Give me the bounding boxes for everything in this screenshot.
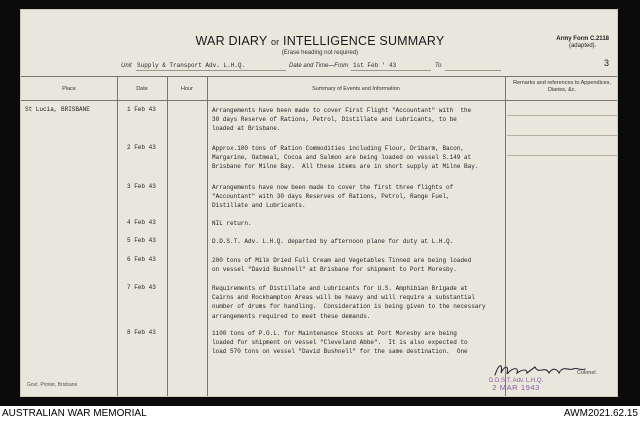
summary-line: Requirements of Distillate and Lubricants for U.S. Amphibian Brigade at xyxy=(212,285,468,292)
entry-summary xyxy=(212,144,502,172)
from-value: 1st Feb ' 43 xyxy=(353,62,397,69)
datetime-label: Date and Time—From xyxy=(289,63,349,69)
form-adapted: (adapted). xyxy=(568,43,597,49)
entry-place: St Lucia, BRISBANE xyxy=(25,106,90,113)
summary-line: Brisbane for Milne Bay. All these items are in short supply at Milne Bay. xyxy=(212,163,479,171)
entry-summary xyxy=(212,284,502,321)
entry-date: 7 Feb 43 xyxy=(127,284,156,291)
summary-line: Distillate and Lubricants. xyxy=(212,202,306,210)
entry-date: 4 Feb 43 xyxy=(127,219,156,226)
page-number: 3 xyxy=(604,58,610,68)
unit-value: Supply & Transport Adv. L.H.Q. xyxy=(137,62,246,69)
summary-line: Cairns and Rockhampton Areas will be heavy and will require a substantial xyxy=(212,294,475,302)
entry-summary xyxy=(212,329,502,357)
stamp-office: D.D.S.T. Adv. L.H.Q. xyxy=(489,378,544,384)
summary-line: 1100 tons of P.O.L. for Maintenance Stocks at Port Moresby are being xyxy=(212,330,457,337)
entry-summary xyxy=(212,237,502,246)
form-reference xyxy=(556,36,609,50)
summary-line: NIL return. xyxy=(212,220,252,227)
title-intelligence-summary: INTELLIGENCE SUMMARY xyxy=(283,34,445,48)
received-stamp xyxy=(489,378,543,391)
summary-line: arrangements required to meet these demands. xyxy=(212,312,371,320)
summary-line: 30 days Reserve of Rations, Petrol, Distillate and Lubricants, to be xyxy=(212,116,457,124)
column-header-place: Place xyxy=(62,86,76,92)
entry-date: 3 Feb 43 xyxy=(127,183,156,190)
printer-imprint: Govt. Printer, Brisbane xyxy=(27,382,78,388)
column-header-hour: Hour xyxy=(181,86,193,92)
title-or: or xyxy=(270,37,280,47)
footer-accession-number: AWM2021.62.15 xyxy=(563,408,638,419)
document-title xyxy=(21,34,618,48)
summary-line: Arrangements have now been made to cover the first three flights of xyxy=(212,184,454,191)
entry-date: 8 Feb 43 xyxy=(127,329,156,336)
entry-date: 6 Feb 43 xyxy=(127,256,156,263)
unit-label: Unit xyxy=(121,63,132,69)
entry-summary xyxy=(212,219,502,228)
summary-line: load 570 tons on vessel "David Bushnell" for the same destination. One xyxy=(212,348,468,356)
entry-summary xyxy=(212,256,502,274)
summary-line: Margarine, Oatmeal, Cocoa and Salmon are being loaded on vessel S.149 at xyxy=(212,154,472,162)
column-header-summary: Summary of Events and Information xyxy=(312,86,400,92)
column-header-remarks: Remarks and references to Appendices, Diaries, &c. xyxy=(513,80,611,93)
summary-line: "Accountant" with 30 days Reserves of Rations, Petrol, Range Fuel, xyxy=(212,193,450,201)
summary-line: Arrangements have been made to cover First Flight "Accountant" with the xyxy=(212,107,472,114)
summary-line: loaded for shipment on vessel "Cleveland Abbe". It is also expected to xyxy=(212,339,468,347)
entry-summary xyxy=(212,183,502,211)
entry-date: 2 Feb 43 xyxy=(127,144,156,151)
footer-source: AUSTRALIAN WAR MEMORIAL xyxy=(2,408,147,419)
title-war-diary: WAR DIARY xyxy=(195,34,268,48)
summary-line: Approx.100 tons of Ration Commodities including Flour, Dribarm, Bacon, xyxy=(212,145,465,152)
entry-summary xyxy=(212,106,502,134)
summary-line: D.D.S.T. Adv. L.H.Q. departed by afternoon plane for duty at L.H.Q. xyxy=(212,238,454,245)
entry-date: 5 Feb 43 xyxy=(127,237,156,244)
signature-title: Colonel. xyxy=(577,370,598,376)
to-label: To xyxy=(435,63,442,69)
form-number: Army Form C.2118 xyxy=(556,36,609,42)
column-header-date: Date xyxy=(136,86,148,92)
summary-line: on vessel "David Bushnell" at Brisbane for shipment to Port Moresby. xyxy=(212,266,457,274)
summary-line: 200 tons of Milk Dried Full Cream and Vegetables Tinned are being loaded xyxy=(212,257,472,264)
stamp-date: 2 MAR 1943 xyxy=(492,382,540,392)
diary-page xyxy=(20,9,618,397)
entry-date: 1 Feb 43 xyxy=(127,106,156,113)
summary-line: loaded at Brisbane. xyxy=(212,125,281,133)
document-subtitle: (Erase heading not required) xyxy=(281,50,359,56)
handwritten-signature xyxy=(493,361,588,379)
summary-line: number of drums for handling. Consideration is being given to the necessary xyxy=(212,303,486,311)
